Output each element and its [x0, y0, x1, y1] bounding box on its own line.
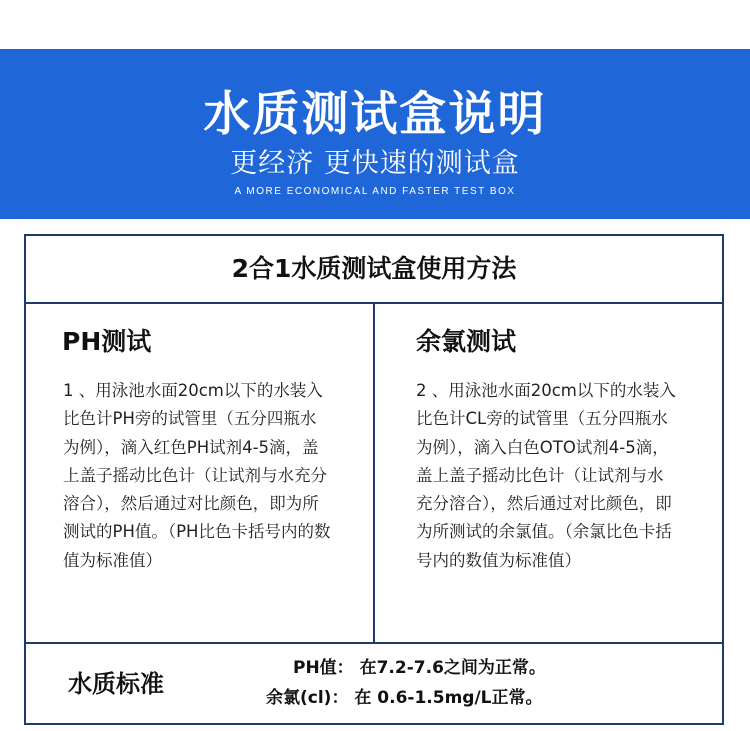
chlorine-standard: 余氯(cl)： 在 0.6-1.5mg/L正常。: [266, 688, 543, 708]
chlorine-test-heading: 余氯测试: [416, 327, 517, 356]
instructions-title: 2合1水质测试盒使用方法: [26, 236, 722, 304]
page-title: 水质测试盒说明: [203, 87, 547, 142]
ph-test-instructions: 1 、用泳池水面20cm以下的水装入比色计PH旁的试管里（五分四瓶水为例），滴入红色PH试剂4-5滴，盖上盖子摇动比色计（让试剂与水充分溶合），然后通过对比颜色，即为所测试的PH值。（PH比色卡括号内的数值为标准值）: [63, 381, 331, 570]
ph-test-section: [26, 304, 375, 642]
instructions-table: [24, 234, 724, 725]
header-banner: [0, 49, 750, 219]
chlorine-test-instructions: 2 、用泳池水面20cm以下的水装入比色计CL旁的试管里（五分四瓶水为例），滴入白色OTO试剂4-5滴，盖上盖子摇动比色计（让试剂与水充分溶合），然后通过对比颜色，即为所测试的余氯值。（余氯比色卡括号内的数值为标准值）: [416, 381, 676, 570]
water-standard-section: [26, 642, 722, 723]
chlorine-test-section: [375, 304, 722, 642]
ph-standard: PH值： 在7.2-7.6之间为正常。: [293, 658, 546, 678]
page-subtitle: 更经济 更快速的测试盒: [230, 148, 520, 179]
water-standard-label: 水质标准: [68, 670, 164, 698]
ph-test-heading: PH测试: [62, 327, 152, 356]
page-subtitle-english: A MORE ECONOMICAL AND FASTER TEST BOX: [234, 186, 516, 197]
